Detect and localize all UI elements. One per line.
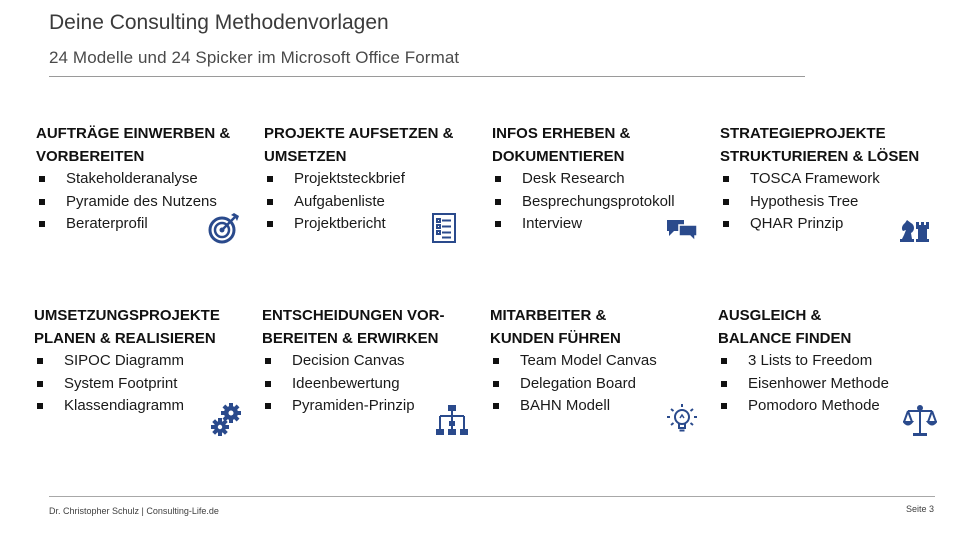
list-item: Eisenhower Methode xyxy=(718,373,938,396)
checklist-icon xyxy=(428,211,462,245)
method-block-mitarbeiter xyxy=(490,304,710,434)
method-block-projekte xyxy=(264,122,484,252)
method-block-ausgleich xyxy=(718,304,938,434)
scales-icon xyxy=(903,403,937,437)
list-item: Projektbericht xyxy=(264,213,484,236)
header-divider xyxy=(49,76,805,77)
method-block-auftraege xyxy=(36,122,256,252)
list-item: 3 Lists to Freedom xyxy=(718,350,938,373)
list-item: Projektsteckbrief xyxy=(264,168,484,191)
list-item: Decision Canvas xyxy=(262,350,482,373)
hierarchy-icon xyxy=(435,403,469,437)
block-heading: ENTSCHEIDUNGEN VOR- BEREITEN & ERWIRKEN xyxy=(262,307,445,347)
block-heading: UMSETZUNGSPROJEKTE PLANEN & REALISIEREN xyxy=(34,307,220,347)
list-item: System Footprint xyxy=(34,373,254,396)
block-heading: AUFTRÄGE EINWERBEN & VORBEREITEN xyxy=(36,125,231,165)
list-item: Pyramide des Nutzens xyxy=(36,191,256,214)
list-item: Desk Research xyxy=(492,168,712,191)
block-heading: PROJEKTE AUFSETZEN & UMSETZEN xyxy=(264,125,454,165)
footer-author: Dr. Christopher Schulz | Consulting-Life.de xyxy=(49,506,219,516)
method-block-entscheidungen xyxy=(262,304,482,434)
list-item: QHAR Prinzip xyxy=(720,213,940,236)
list-item: SIPOC Diagramm xyxy=(34,350,254,373)
list-item: TOSCA Framework xyxy=(720,168,940,191)
list-item: Klassendiagramm xyxy=(34,395,254,418)
block-heading: INFOS ERHEBEN & DOKUMENTIEREN xyxy=(492,125,631,165)
footer-divider xyxy=(49,496,935,497)
list-item: Beraterprofil xyxy=(36,213,256,236)
gears-icon xyxy=(210,403,244,437)
list-item: Delegation Board xyxy=(490,373,710,396)
list-item: Pomodoro Methode xyxy=(718,395,938,418)
list-item: Team Model Canvas xyxy=(490,350,710,373)
method-block-umsetzung xyxy=(34,304,254,434)
page-number: Seite 3 xyxy=(905,504,934,514)
target-icon xyxy=(207,211,241,245)
method-block-strategie xyxy=(720,122,940,252)
chat-bubbles-icon xyxy=(665,212,699,246)
chess-pieces-icon xyxy=(897,212,931,246)
list-item: Besprechungsprotokoll xyxy=(492,191,712,214)
list-item: Aufgabenliste xyxy=(264,191,484,214)
page-title: Deine Consulting Methodenvorlagen xyxy=(49,11,389,34)
block-heading: STRATEGIEPROJEKTE STRUKTURIEREN & LÖSEN xyxy=(720,125,920,165)
list-item: BAHN Modell xyxy=(490,395,710,418)
lightbulb-icon xyxy=(665,401,699,435)
list-item: Interview xyxy=(492,213,712,236)
list-item: Stakeholderanalyse xyxy=(36,168,256,191)
page-subtitle: 24 Modelle und 24 Spicker im Microsoft Office Format xyxy=(49,48,460,67)
block-heading: AUSGLEICH & BALANCE FINDEN xyxy=(718,307,852,347)
list-item: Hypothesis Tree xyxy=(720,191,940,214)
method-block-infos xyxy=(492,122,712,252)
block-heading: MITARBEITER & KUNDEN FÜHREN xyxy=(490,307,621,347)
list-item: Pyramiden-Prinzip xyxy=(262,395,482,418)
list-item: Ideenbewertung xyxy=(262,373,482,396)
